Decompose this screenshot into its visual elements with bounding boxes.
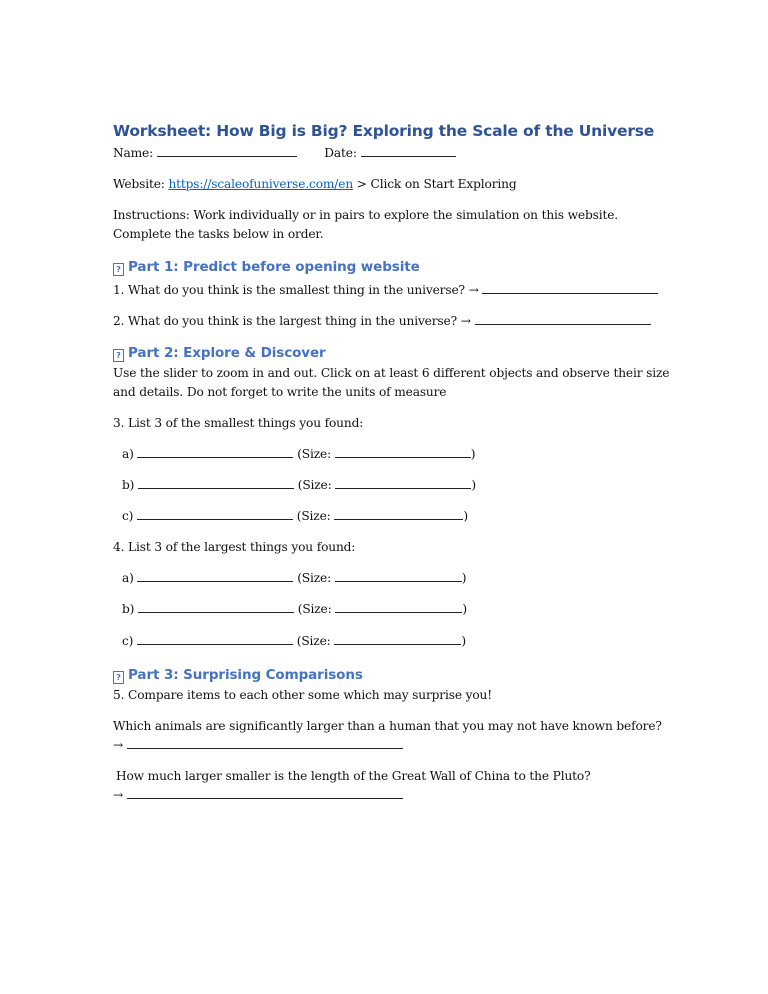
item-label: c): [122, 509, 134, 523]
large-item-a-name-field[interactable]: [137, 571, 293, 582]
small-item-a: [122, 447, 475, 461]
close-paren: ): [471, 478, 476, 492]
question-4: 4. List 3 of the largest things you found:: [113, 540, 356, 554]
item-label: b): [122, 602, 135, 616]
size-label: (Size:: [297, 571, 332, 585]
arrow-icon: →: [468, 283, 479, 297]
item-label: c): [122, 634, 134, 648]
date-label: Date:: [324, 146, 357, 160]
large-item-a-size-field[interactable]: [335, 571, 462, 582]
size-label: (Size:: [297, 478, 332, 492]
part2-heading: [113, 345, 326, 362]
large-item-c-name-field[interactable]: [137, 634, 293, 645]
name-field[interactable]: [157, 146, 297, 157]
part1-heading: [113, 259, 420, 276]
animals-answer-row: [113, 738, 403, 752]
close-paren: ): [470, 447, 476, 461]
animals-question: Which animals are significantly larger than a human that you may not have known before?: [113, 719, 662, 733]
close-paren: ): [461, 634, 466, 648]
instructions-line-2: Complete the tasks below in order.: [113, 227, 324, 241]
part2-heading-text: Part 2: Explore & Discover: [128, 345, 326, 361]
small-item-c-size-field[interactable]: [334, 509, 463, 520]
question-2-text: 2. What do you think is the largest thing in the universe?: [113, 314, 457, 328]
large-item-b-name-field[interactable]: [138, 602, 294, 613]
great-wall-question: How much larger smaller is the length of the Great Wall of China to the Pluto?: [116, 769, 591, 783]
question-2: [113, 314, 651, 328]
small-item-b-name-field[interactable]: [138, 478, 294, 489]
name-label: Name:: [113, 146, 154, 160]
great-wall-answer-field[interactable]: [127, 788, 403, 799]
item-label: b): [122, 478, 135, 492]
question-3: 3. List 3 of the smallest things you found:: [113, 416, 364, 430]
website-suffix: > Click on Start Exploring: [356, 177, 517, 191]
item-label: a): [122, 447, 134, 461]
size-label: (Size:: [297, 447, 332, 461]
large-item-b: [122, 602, 467, 616]
part2-line-1: Use the slider to zoom in and out. Click on at least 6 different objects and observe their size: [113, 366, 670, 380]
great-wall-answer-row: [113, 788, 403, 802]
close-paren: ): [461, 571, 467, 585]
arrow-icon: →: [113, 738, 124, 752]
website-row: [113, 177, 517, 191]
small-item-b: [122, 478, 476, 492]
arrow-icon: →: [460, 314, 471, 328]
page-title: Worksheet: How Big is Big? Exploring the Scale of the Universe: [113, 122, 655, 140]
small-item-c: [122, 509, 468, 523]
small-item-a-name-field[interactable]: [137, 447, 293, 458]
missing-glyph-icon: ?: [113, 349, 124, 362]
large-item-c-size-field[interactable]: [334, 634, 461, 645]
answer-2-field[interactable]: [475, 314, 651, 325]
small-item-a-size-field[interactable]: [335, 447, 471, 458]
large-item-c: [122, 634, 466, 648]
date-field[interactable]: [361, 146, 456, 157]
large-item-a: [122, 571, 466, 585]
website-link[interactable]: https://scaleofuniverse.com/en: [168, 177, 354, 191]
close-paren: ): [463, 509, 468, 523]
part3-heading-text: Part 3: Surprising Comparisons: [128, 667, 363, 683]
size-label: (Size:: [296, 509, 331, 523]
question-5: 5. Compare items to each other some which may surprise you!: [113, 688, 492, 702]
arrow-icon: →: [113, 788, 124, 802]
name-date-row: [113, 146, 456, 160]
item-label: a): [122, 571, 134, 585]
instructions-line-1: Instructions: Work individually or in pairs to explore the simulation on this website.: [113, 208, 619, 222]
animals-answer-field[interactable]: [127, 738, 403, 749]
close-paren: ): [462, 602, 467, 616]
question-1-text: 1. What do you think is the smallest thing in the universe?: [113, 283, 465, 297]
question-1: [113, 283, 658, 297]
answer-1-field[interactable]: [482, 283, 658, 294]
website-label: Website:: [113, 177, 165, 191]
part2-line-2: and details. Do not forget to write the units of measure: [113, 385, 447, 399]
small-item-b-size-field[interactable]: [335, 478, 471, 489]
small-item-c-name-field[interactable]: [137, 509, 293, 520]
part3-heading: [113, 667, 363, 684]
missing-glyph-icon: ?: [113, 263, 124, 276]
part1-heading-text: Part 1: Predict before opening website: [128, 259, 420, 275]
missing-glyph-icon: ?: [113, 671, 124, 684]
large-item-b-size-field[interactable]: [335, 602, 462, 613]
size-label: (Size:: [296, 634, 331, 648]
size-label: (Size:: [297, 602, 332, 616]
